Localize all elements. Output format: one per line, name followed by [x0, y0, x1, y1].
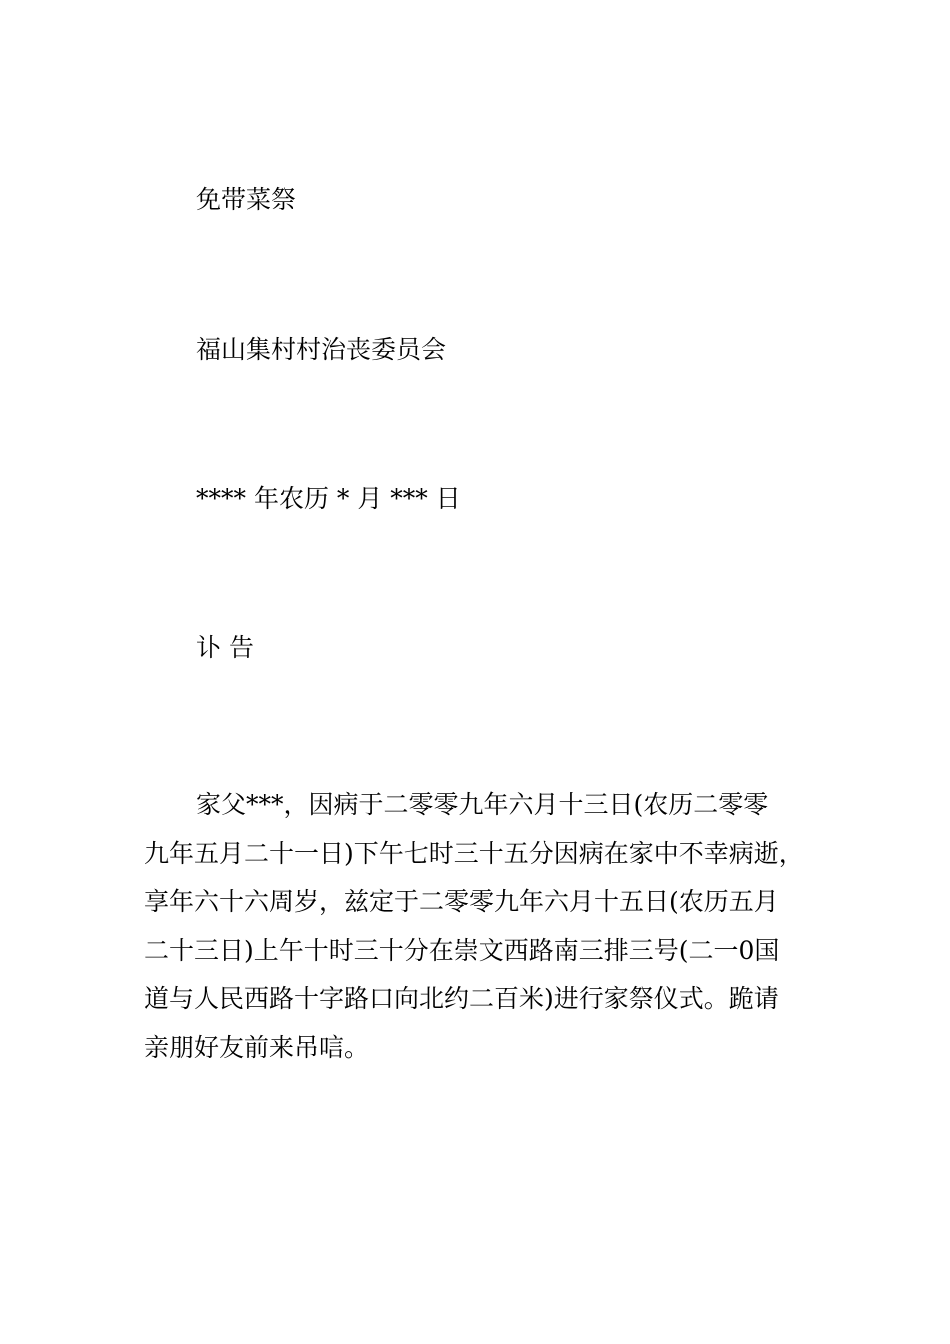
notice-heading: 讣 告: [196, 633, 254, 662]
notice-line-no-food-offering: 免带菜祭: [196, 185, 297, 214]
funeral-committee-line: 福山集村村治丧委员会: [196, 335, 447, 364]
paragraph-line: 道与人民西路十字路口向北约二百米)进行家祭仪式。跪请: [144, 984, 779, 1013]
paragraph-line: 家父***，因病于二零零九年六月十三日(农历二零零: [196, 790, 769, 819]
paragraph-line: 二十三日)上午十时三十分在崇文西路南三排三号(二一0国: [144, 935, 780, 965]
paragraph-line: 亲朋好友前来吊唁。: [144, 1032, 370, 1062]
obituary-paragraph: [144, 781, 824, 1072]
paragraph-line: 享年六十六周岁，兹定于二零零九年六月十五日(农历五月: [144, 887, 779, 916]
paragraph-line: 九年五月二十一日)下午七时三十五分因病在家中不幸病逝，: [144, 838, 804, 868]
date-line: **** 年农历 * 月 *** 日: [196, 484, 461, 513]
